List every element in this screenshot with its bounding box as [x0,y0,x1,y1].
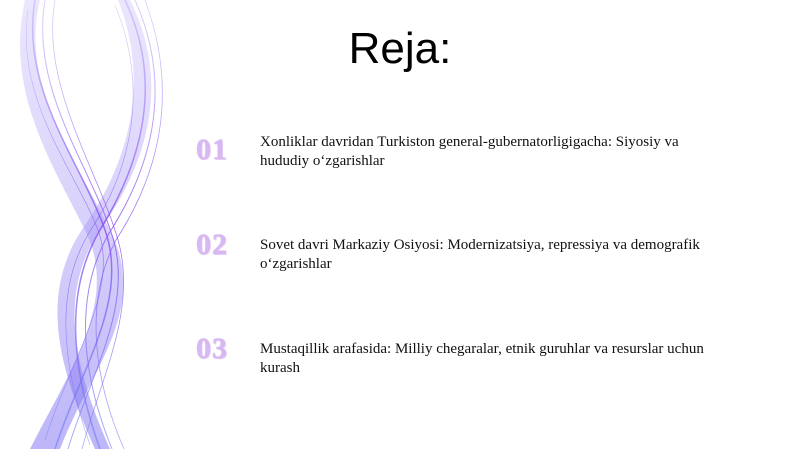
slide-title: Reja: [348,24,452,73]
item-text: Xonliklar davridan Turkiston general-gubernatorligigacha: Siyosiy va hududiy o‘zgarishlar [260,134,679,169]
item-text: Sovet davri Markaziy Osiyosi: Modernizatsiya, repressiya va demografik o‘zgarishlar [260,237,700,272]
item-number: 02 [196,228,228,261]
item-text: Mustaqillik arafasida: Milliy chegaralar, etnik guruhlar va resurslar uchun kurash [260,341,704,376]
item-number: 01 [196,133,228,166]
smoke-ribbon-decoration [0,0,200,449]
list-item [196,133,716,193]
item-number: 03 [196,332,228,365]
list-item [196,228,716,288]
list-item [196,332,716,392]
